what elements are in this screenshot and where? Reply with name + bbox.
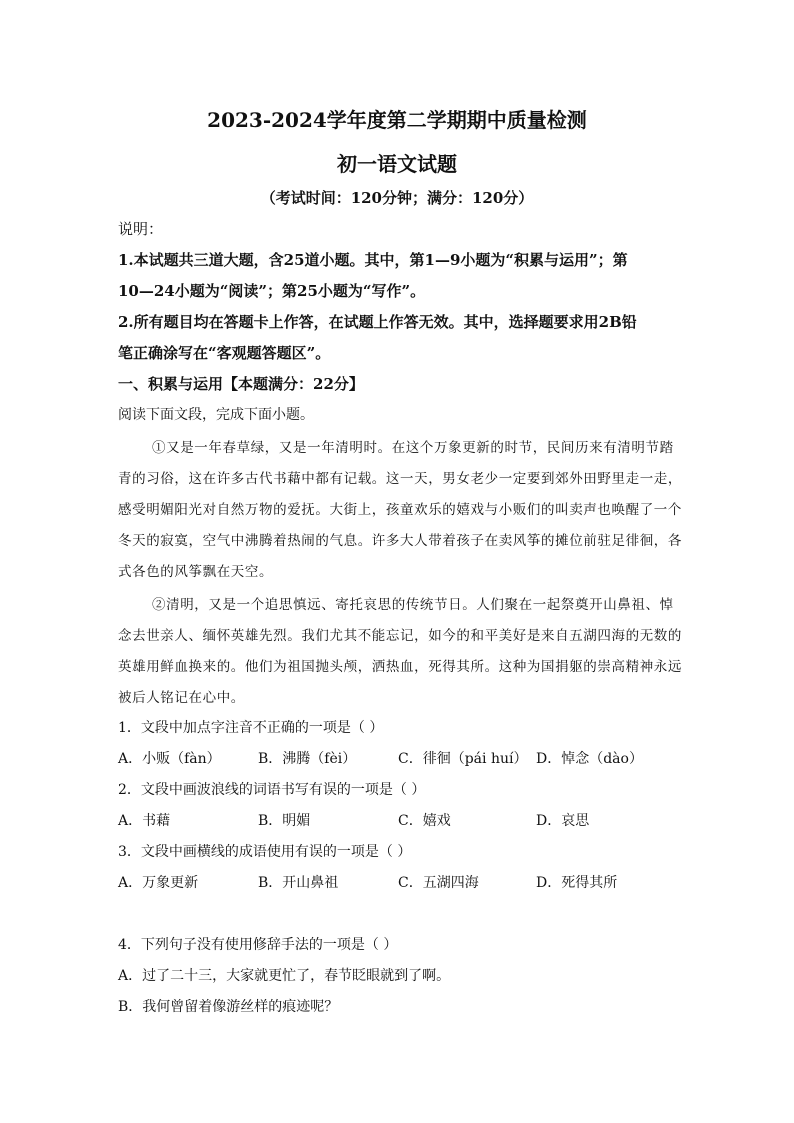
passage-p2-line-4: 被后人铭记在心中。 [118, 690, 245, 706]
question-1-option-c[interactable]: C．徘徊（pái huí） [398, 751, 528, 767]
question-1-options [118, 748, 678, 768]
passage-p1-line-2: 青的习俗，这在许多古代书藉中都有记载。这一天，男女老少一定要到郊外田野里走一走， [118, 471, 682, 487]
question-3-option-b[interactable]: B．开山鼻祖 [258, 875, 339, 891]
question-1-option-a[interactable]: A．小贩（fàn） [118, 751, 221, 767]
instruction-1-line-2: 10—24小题为“阅读”；第25小题为“写作”。 [118, 282, 426, 300]
instruction-2-line-1: 2.所有题目均在答题卡上作答，在试题上作答无效。其中，选择题要求用2B铅 [118, 313, 637, 331]
passage-p1-line-4: 冬天的寂寞，空气中沸腾着热闹的气息。许多大人带着孩子在卖风筝的摊位前驻足徘徊，各 [118, 533, 682, 549]
passage-p2-line-3: 英雄用鲜血换来的。他们为祖国抛头颅，洒热血，死得其所。这种为国捐躯的崇高精神永远 [118, 659, 682, 675]
question-2-option-b[interactable]: B．明媚 [258, 813, 311, 829]
question-4-option-b[interactable]: B．我何曾留着像游丝样的痕迹呢？ [118, 999, 339, 1015]
question-4-option-a[interactable]: A．过了二十三，大家就更忙了，春节眨眼就到了啊。 [118, 968, 451, 984]
question-2-stem: 2．文段中画波浪线的词语书写有误的一项是（ ） [118, 782, 426, 798]
question-2-option-c[interactable]: C．嬉戏 [398, 813, 451, 829]
question-2-option-d[interactable]: D．哀思 [536, 813, 590, 829]
passage-p1-line-5: 式各色的风筝飘在天空。 [118, 564, 274, 580]
passage-p2-line-2: 念去世亲人、缅怀英雄先烈。我们尤其不能忘记，如今的和平美好是来自五湖四海的无数的 [118, 628, 682, 644]
question-3-option-a[interactable]: A．万象更新 [118, 875, 199, 891]
instruction-1-line-1: 1.本试题共三道大题，含25道小题。其中，第1—9小题为“积累与运用”；第 [118, 251, 628, 269]
section1-heading: 一、积累与运用【本题满分：22分】 [118, 375, 364, 393]
instructions-label: 说明： [118, 220, 164, 238]
passage-p2-line-1: ②清明，又是一个追思慎远、寄托哀思的传统节日。人们聚在一起祭奠开山鼻祖、悼 [152, 597, 674, 613]
passage-p1-line-3: 感受明媚阳光对自然万物的爱抚。大街上，孩童欢乐的嬉戏与小贩们的叫卖声也唤醒了一个 [118, 502, 682, 518]
instruction-2-line-2: 笔正确涂写在“客观题答题区”。 [118, 344, 331, 362]
question-1-option-b[interactable]: B．沸腾（fèi） [258, 751, 357, 767]
exam-title: 2023-2024学年度第二学期期中质量检测 [207, 108, 587, 132]
question-2-option-a[interactable]: A．书藉 [118, 813, 171, 829]
passage-p1-line-1: ①又是一年春草绿，又是一年清明时。在这个万象更新的时节，民间历来有清明节踏 [152, 440, 674, 456]
question-3-option-d[interactable]: D．死得其所 [536, 875, 618, 891]
question-4-stem: 4．下列句子没有使用修辞手法的一项是（ ） [118, 937, 398, 953]
section1-lead: 阅读下面文段，完成下面小题。 [118, 407, 314, 423]
question-3-option-c[interactable]: C．五湖四海 [398, 875, 479, 891]
exam-time-info: （考试时间：120分钟；满分：120分） [260, 189, 534, 207]
exam-subtitle: 初一语文试题 [337, 152, 457, 176]
question-3-stem: 3．文段中画横线的成语使用有误的一项是（ ） [118, 844, 412, 860]
question-3-options [118, 872, 678, 892]
question-1-option-d[interactable]: D．悼念（dào） [536, 751, 643, 767]
question-2-options [118, 810, 678, 830]
question-1-stem: 1．文段中加点字注音不正确的一项是（ ） [118, 720, 384, 736]
